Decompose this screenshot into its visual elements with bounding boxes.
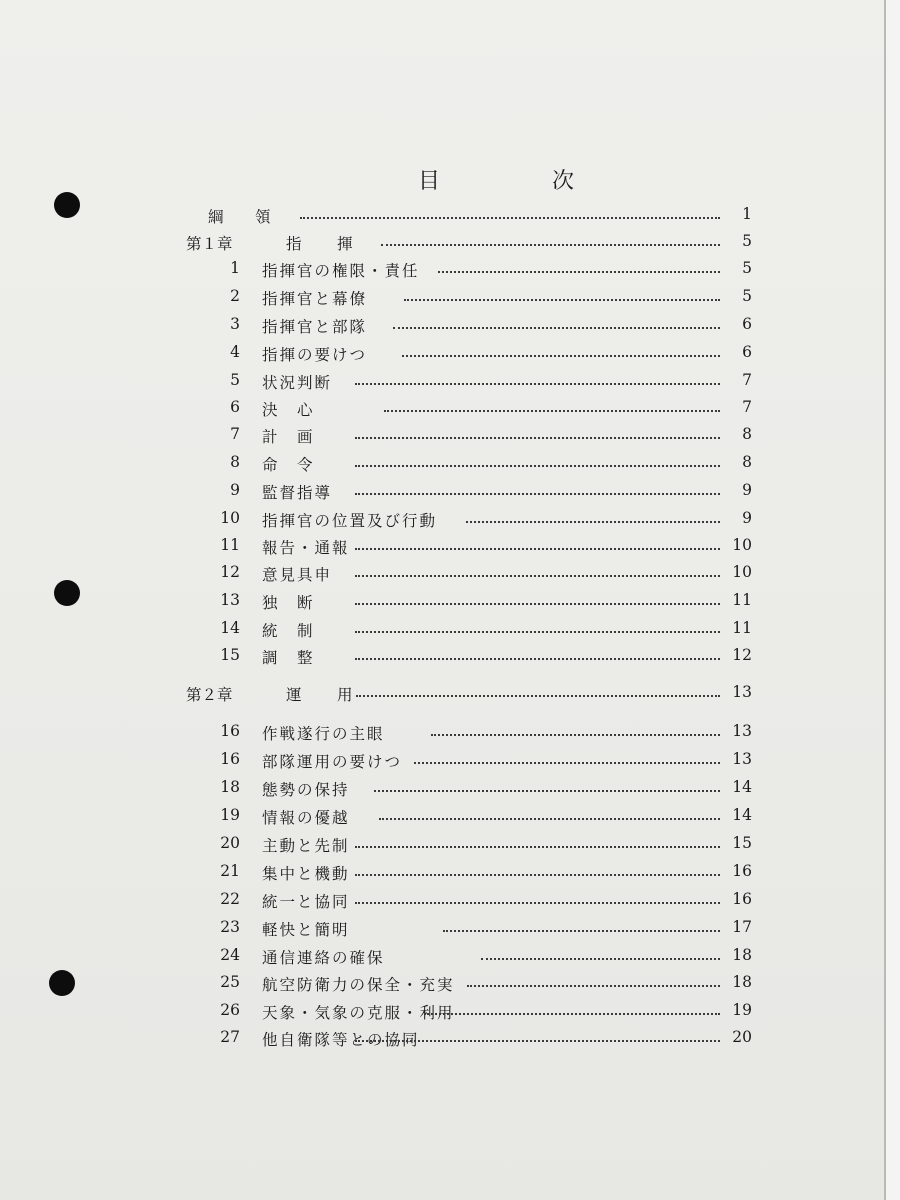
toc-row — [0, 481, 884, 503]
toc-row-label: 指揮官の権限・責任 — [262, 262, 420, 280]
toc-title-left: 目 — [418, 169, 441, 194]
toc-row-leader — [438, 271, 720, 273]
toc-row-number: 16 — [220, 750, 240, 768]
toc-row-number: 20 — [220, 834, 240, 852]
toc-row-leader — [381, 244, 720, 246]
toc-row-leader — [431, 734, 720, 736]
toc-row-leader — [355, 383, 720, 385]
toc-row-leader — [384, 410, 720, 412]
toc-row — [0, 563, 884, 585]
toc-row-leader — [355, 1040, 720, 1042]
toc-row-number: 19 — [220, 806, 240, 824]
toc-row-page: 7 — [742, 398, 752, 416]
toc-row — [0, 509, 884, 531]
toc-row-label: 計 画 — [262, 428, 315, 446]
toc-row-number: 6 — [230, 398, 240, 416]
toc-row — [0, 862, 884, 884]
toc-row-number: 14 — [220, 619, 240, 637]
toc-row — [0, 918, 884, 940]
toc-row-page: 19 — [732, 1001, 752, 1019]
toc-row-label: 統 制 — [262, 622, 315, 640]
toc-row-number: 第２章 — [186, 686, 233, 704]
toc-row — [0, 778, 884, 800]
toc-row-page: 12 — [732, 646, 752, 664]
toc-row-leader — [355, 437, 720, 439]
toc-row-leader — [355, 548, 720, 550]
toc-row-page: 17 — [732, 918, 752, 936]
toc-row-leader — [355, 465, 720, 467]
toc-row-leader — [443, 930, 720, 932]
toc-row-page: 20 — [732, 1028, 752, 1046]
toc-row-number: 23 — [220, 918, 240, 936]
toc-row-page: 16 — [732, 890, 752, 908]
toc-row-label: 天象・気象の克服・利用 — [262, 1004, 455, 1022]
toc-row-leader — [374, 790, 720, 792]
toc-row-number: 11 — [220, 536, 240, 554]
toc-row-leader — [414, 762, 720, 764]
toc-row-number: 9 — [230, 481, 240, 499]
toc-row-number: 第１章 — [186, 235, 233, 253]
toc-row-number: 22 — [220, 890, 240, 908]
toc-row-page: 6 — [742, 315, 752, 333]
toc-row-number: 16 — [220, 722, 240, 740]
toc-row-number: 10 — [220, 509, 240, 527]
toc-row — [0, 343, 884, 365]
toc-row-label: 監督指導 — [262, 484, 333, 502]
toc-row — [0, 683, 884, 705]
toc-row-page: 6 — [742, 343, 752, 361]
toc-row-leader — [355, 658, 720, 660]
toc-row — [0, 973, 884, 995]
toc-row-leader — [379, 818, 720, 820]
toc-row-leader — [355, 902, 720, 904]
toc-row-page: 14 — [732, 778, 752, 796]
toc-row — [0, 619, 884, 641]
toc-row-label: 指揮官と部隊 — [262, 318, 368, 336]
toc-row-leader — [355, 575, 720, 577]
toc-row-page: 15 — [732, 834, 752, 852]
toc-row — [0, 750, 884, 772]
toc-row-leader — [355, 631, 720, 633]
toc-row — [0, 315, 884, 337]
toc-row-label: 態勢の保持 — [262, 781, 350, 799]
toc-row-number: 25 — [220, 973, 240, 991]
toc-row-number: 5 — [230, 371, 240, 389]
toc-row-page: 13 — [732, 750, 752, 768]
toc-row-label: 報告・通報 — [262, 539, 350, 557]
toc-row-page: 18 — [732, 973, 752, 991]
toc-row-label: 命 令 — [262, 456, 315, 474]
toc-row-number: 18 — [220, 778, 240, 796]
toc-row-label: 意見具申 — [262, 566, 333, 584]
toc-row — [0, 205, 884, 227]
toc-row-page: 13 — [732, 683, 752, 701]
toc-row-label: 指揮官と幕僚 — [262, 290, 368, 308]
toc-row-label: 状況判断 — [262, 374, 333, 392]
toc-row-page: 10 — [732, 563, 752, 581]
toc-row — [0, 287, 884, 309]
toc-row-page: 7 — [742, 371, 752, 389]
toc-row-page: 11 — [732, 591, 752, 609]
toc-row-number: 8 — [230, 453, 240, 471]
toc-row-leader — [355, 603, 720, 605]
toc-row-page: 8 — [742, 453, 752, 471]
toc-row-page: 10 — [732, 536, 752, 554]
toc-row — [0, 453, 884, 475]
toc-row — [0, 1001, 884, 1023]
toc-row — [0, 646, 884, 668]
toc-row-leader — [355, 493, 720, 495]
toc-row-leader — [393, 327, 720, 329]
toc-row-label: 指 揮 — [286, 235, 363, 253]
toc-row-leader — [466, 521, 720, 523]
toc-row-page: 11 — [732, 619, 752, 637]
toc-row-number: 26 — [220, 1001, 240, 1019]
page-edge — [884, 0, 900, 1200]
toc-row-label: 作戦遂行の主眼 — [262, 725, 385, 743]
toc-row — [0, 232, 884, 254]
toc-row — [0, 371, 884, 393]
toc-row-label: 情報の優越 — [262, 809, 350, 827]
toc-row-label: 航空防衛力の保全・充実 — [262, 976, 455, 994]
toc-row-page: 1 — [742, 205, 752, 223]
toc-row — [0, 425, 884, 447]
toc-row-label: 運 用 — [286, 686, 363, 704]
toc-row-page: 18 — [732, 946, 752, 964]
toc-row-label: 集中と機動 — [262, 865, 350, 883]
toc-row-leader — [467, 985, 720, 987]
toc-row-number: 3 — [230, 315, 240, 333]
toc-row-page: 9 — [742, 481, 752, 499]
toc-row-number: 4 — [230, 343, 240, 361]
toc-row-label: 主動と先制 — [262, 837, 350, 855]
toc-row — [0, 722, 884, 744]
toc-row-number: 12 — [220, 563, 240, 581]
toc-row-page: 5 — [742, 259, 752, 277]
toc-row-label: 他自衛隊等との協同 — [262, 1031, 420, 1049]
toc-row-page: 8 — [742, 425, 752, 443]
toc-row-leader — [355, 874, 720, 876]
toc-row-page: 5 — [742, 232, 752, 250]
toc-row-label: 決 心 — [262, 401, 315, 419]
toc-row-label: 綱 領 — [208, 208, 279, 226]
toc-row-label: 通信連絡の確保 — [262, 949, 385, 967]
toc-row-label: 指揮官の位置及び行動 — [262, 512, 438, 530]
toc-row-label: 軽快と簡明 — [262, 921, 350, 939]
toc-row — [0, 946, 884, 968]
toc-row-leader — [356, 695, 720, 697]
toc-row-label: 調 整 — [262, 649, 315, 667]
toc-row — [0, 536, 884, 558]
toc-row-number: 24 — [220, 946, 240, 964]
toc-row — [0, 1028, 884, 1050]
toc-row — [0, 890, 884, 912]
toc-row-page: 16 — [732, 862, 752, 880]
toc-row-leader — [481, 958, 720, 960]
toc-row-leader — [355, 846, 720, 848]
toc-row-number: 13 — [220, 591, 240, 609]
toc-row-page: 14 — [732, 806, 752, 824]
toc-row-page: 5 — [742, 287, 752, 305]
toc-row — [0, 591, 884, 613]
toc-row-number: 27 — [220, 1028, 240, 1046]
toc-row-label: 部隊運用の要けつ — [262, 753, 403, 771]
toc-row — [0, 398, 884, 420]
toc-row-page: 9 — [742, 509, 752, 527]
toc-row-number: 7 — [230, 425, 240, 443]
toc-row-label: 独 断 — [262, 594, 315, 612]
toc-row — [0, 259, 884, 281]
toc-row-leader — [424, 1013, 720, 1015]
toc-row-leader — [404, 299, 720, 301]
toc-row — [0, 834, 884, 856]
toc-title-right: 次 — [552, 169, 575, 194]
toc-row-number: 1 — [230, 259, 240, 277]
toc-title — [0, 164, 884, 194]
toc-row-leader — [300, 217, 720, 219]
toc-row-number: 15 — [220, 646, 240, 664]
toc-row-page: 13 — [732, 722, 752, 740]
toc-row-leader — [402, 355, 720, 357]
toc-row-number: 21 — [220, 862, 240, 880]
toc-row-label: 指揮の要けつ — [262, 346, 368, 364]
toc-row-label: 統一と協同 — [262, 893, 350, 911]
toc-row — [0, 806, 884, 828]
toc-row-number: 2 — [230, 287, 240, 305]
